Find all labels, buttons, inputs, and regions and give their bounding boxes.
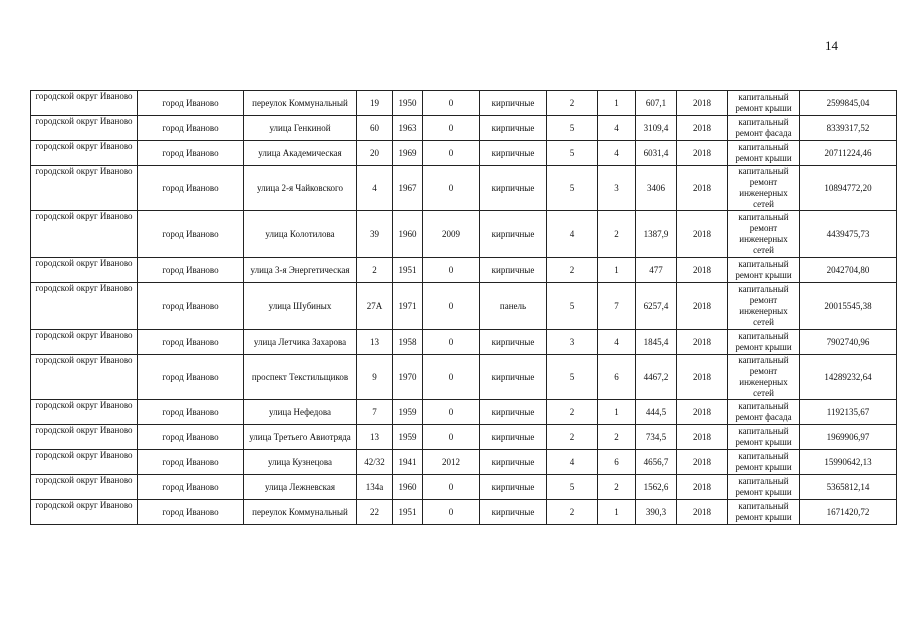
cell-house-number: 13 <box>357 425 393 450</box>
cell-settlement: город Иваново <box>138 475 244 500</box>
table-row <box>31 166 897 211</box>
cell-settlement: город Иваново <box>138 116 244 141</box>
cell-area: 4656,7 <box>636 450 677 475</box>
cell-build-year: 1970 <box>393 355 423 400</box>
cell-settlement: город Иваново <box>138 330 244 355</box>
cell-area: 4467,2 <box>636 355 677 400</box>
page-number: 14 <box>825 38 838 53</box>
cell-build-year: 1960 <box>393 475 423 500</box>
table-row <box>31 400 897 425</box>
cell-area: 477 <box>636 258 677 283</box>
house-registry-table <box>30 90 897 525</box>
cell-overhaul-year: 0 <box>423 283 480 330</box>
cell-house-number: 39 <box>357 211 393 258</box>
cell-overhaul-year: 0 <box>423 330 480 355</box>
cell-street: улица Шубиных <box>244 283 357 330</box>
cell-street: улица Нефедова <box>244 400 357 425</box>
cell-street: улица Летчика Захарова <box>244 330 357 355</box>
cell-house-number: 13 <box>357 330 393 355</box>
cell-build-year: 1969 <box>393 141 423 166</box>
cell-plan-year: 2018 <box>677 425 728 450</box>
cell-municipality: городской округ Иваново <box>31 355 138 400</box>
cell-cost: 2042704,80 <box>800 258 897 283</box>
cell-municipality: городской округ Иваново <box>31 425 138 450</box>
cell-build-year: 1951 <box>393 500 423 525</box>
cell-floors: 2 <box>547 91 598 116</box>
cell-area: 6257,4 <box>636 283 677 330</box>
cell-floors: 5 <box>547 283 598 330</box>
cell-work-type: капитальный ремонт инженерных сетей <box>728 283 800 330</box>
cell-floors: 5 <box>547 355 598 400</box>
cell-wall-material: кирпичные <box>480 258 547 283</box>
table-row <box>31 283 897 330</box>
cell-build-year: 1941 <box>393 450 423 475</box>
cell-entrances: 1 <box>598 91 636 116</box>
table-row <box>31 500 897 525</box>
cell-entrances: 1 <box>598 400 636 425</box>
cell-settlement: город Иваново <box>138 258 244 283</box>
cell-municipality: городской округ Иваново <box>31 166 138 211</box>
cell-work-type: капитальный ремонт крыши <box>728 500 800 525</box>
table-row <box>31 450 897 475</box>
cell-entrances: 2 <box>598 211 636 258</box>
cell-entrances: 1 <box>598 258 636 283</box>
cell-street: улица 2-я Чайковского <box>244 166 357 211</box>
cell-street: переулок Коммунальный <box>244 91 357 116</box>
cell-house-number: 60 <box>357 116 393 141</box>
cell-cost: 8339317,52 <box>800 116 897 141</box>
cell-work-type: капитальный ремонт крыши <box>728 330 800 355</box>
cell-plan-year: 2018 <box>677 166 728 211</box>
cell-street: улица Колотилова <box>244 211 357 258</box>
table-row <box>31 116 897 141</box>
cell-build-year: 1960 <box>393 211 423 258</box>
cell-municipality: городской округ Иваново <box>31 330 138 355</box>
cell-house-number: 2 <box>357 258 393 283</box>
cell-work-type: капитальный ремонт крыши <box>728 141 800 166</box>
cell-plan-year: 2018 <box>677 258 728 283</box>
cell-wall-material: кирпичные <box>480 500 547 525</box>
cell-house-number: 7 <box>357 400 393 425</box>
cell-area: 444,5 <box>636 400 677 425</box>
cell-wall-material: кирпичные <box>480 330 547 355</box>
cell-entrances: 2 <box>598 425 636 450</box>
cell-settlement: город Иваново <box>138 450 244 475</box>
cell-plan-year: 2018 <box>677 91 728 116</box>
cell-floors: 2 <box>547 500 598 525</box>
cell-municipality: городской округ Иваново <box>31 500 138 525</box>
cell-cost: 20015545,38 <box>800 283 897 330</box>
cell-cost: 4439475,73 <box>800 211 897 258</box>
cell-build-year: 1951 <box>393 258 423 283</box>
cell-overhaul-year: 0 <box>423 91 480 116</box>
cell-municipality: городской округ Иваново <box>31 116 138 141</box>
cell-plan-year: 2018 <box>677 500 728 525</box>
cell-wall-material: кирпичные <box>480 475 547 500</box>
cell-street: переулок Коммунальный <box>244 500 357 525</box>
cell-overhaul-year: 0 <box>423 400 480 425</box>
cell-municipality: городской округ Иваново <box>31 400 138 425</box>
cell-cost: 20711224,46 <box>800 141 897 166</box>
cell-floors: 2 <box>547 400 598 425</box>
cell-settlement: город Иваново <box>138 400 244 425</box>
cell-plan-year: 2018 <box>677 355 728 400</box>
cell-overhaul-year: 0 <box>423 166 480 211</box>
cell-street: улица Кузнецова <box>244 450 357 475</box>
cell-work-type: капитальный ремонт крыши <box>728 450 800 475</box>
table-row <box>31 475 897 500</box>
cell-work-type: капитальный ремонт крыши <box>728 425 800 450</box>
cell-overhaul-year: 0 <box>423 475 480 500</box>
cell-plan-year: 2018 <box>677 400 728 425</box>
cell-wall-material: кирпичные <box>480 211 547 258</box>
cell-municipality: городской округ Иваново <box>31 450 138 475</box>
cell-street: улица 3-я Энергетическая <box>244 258 357 283</box>
cell-wall-material: кирпичные <box>480 355 547 400</box>
cell-build-year: 1967 <box>393 166 423 211</box>
cell-settlement: город Иваново <box>138 355 244 400</box>
cell-floors: 5 <box>547 116 598 141</box>
cell-cost: 1969906,97 <box>800 425 897 450</box>
cell-floors: 5 <box>547 141 598 166</box>
cell-house-number: 134а <box>357 475 393 500</box>
cell-entrances: 3 <box>598 166 636 211</box>
cell-floors: 4 <box>547 450 598 475</box>
cell-cost: 1192135,67 <box>800 400 897 425</box>
cell-entrances: 4 <box>598 330 636 355</box>
cell-wall-material: кирпичные <box>480 400 547 425</box>
cell-house-number: 9 <box>357 355 393 400</box>
cell-work-type: капитальный ремонт инженерных сетей <box>728 211 800 258</box>
cell-cost: 5365812,14 <box>800 475 897 500</box>
cell-work-type: капитальный ремонт фасада <box>728 116 800 141</box>
table-body <box>31 91 897 525</box>
cell-area: 3109,4 <box>636 116 677 141</box>
cell-street: проспект Текстильщиков <box>244 355 357 400</box>
cell-build-year: 1959 <box>393 425 423 450</box>
cell-area: 1845,4 <box>636 330 677 355</box>
cell-work-type: капитальный ремонт крыши <box>728 91 800 116</box>
cell-build-year: 1971 <box>393 283 423 330</box>
cell-overhaul-year: 0 <box>423 355 480 400</box>
cell-floors: 3 <box>547 330 598 355</box>
cell-house-number: 22 <box>357 500 393 525</box>
cell-cost: 1671420,72 <box>800 500 897 525</box>
table-row <box>31 211 897 258</box>
cell-area: 607,1 <box>636 91 677 116</box>
table-row <box>31 330 897 355</box>
cell-cost: 10894772,20 <box>800 166 897 211</box>
cell-floors: 2 <box>547 425 598 450</box>
cell-cost: 7902740,96 <box>800 330 897 355</box>
table-row <box>31 141 897 166</box>
cell-entrances: 6 <box>598 450 636 475</box>
cell-overhaul-year: 0 <box>423 258 480 283</box>
cell-house-number: 42/32 <box>357 450 393 475</box>
cell-entrances: 4 <box>598 141 636 166</box>
cell-settlement: город Иваново <box>138 141 244 166</box>
cell-settlement: город Иваново <box>138 425 244 450</box>
cell-area: 3406 <box>636 166 677 211</box>
cell-cost: 2599845,04 <box>800 91 897 116</box>
cell-overhaul-year: 2012 <box>423 450 480 475</box>
cell-municipality: городской округ Иваново <box>31 283 138 330</box>
cell-area: 1562,6 <box>636 475 677 500</box>
cell-house-number: 27А <box>357 283 393 330</box>
cell-settlement: город Иваново <box>138 500 244 525</box>
cell-plan-year: 2018 <box>677 141 728 166</box>
cell-entrances: 1 <box>598 500 636 525</box>
table-row <box>31 425 897 450</box>
table-row <box>31 258 897 283</box>
cell-floors: 5 <box>547 475 598 500</box>
cell-work-type: капитальный ремонт инженерных сетей <box>728 166 800 211</box>
cell-settlement: город Иваново <box>138 166 244 211</box>
cell-street: улица Генкиной <box>244 116 357 141</box>
cell-build-year: 1950 <box>393 91 423 116</box>
table-row <box>31 91 897 116</box>
cell-area: 390,3 <box>636 500 677 525</box>
cell-wall-material: панель <box>480 283 547 330</box>
cell-municipality: городской округ Иваново <box>31 141 138 166</box>
cell-work-type: капитальный ремонт крыши <box>728 475 800 500</box>
cell-area: 6031,4 <box>636 141 677 166</box>
cell-overhaul-year: 0 <box>423 141 480 166</box>
cell-floors: 2 <box>547 258 598 283</box>
cell-house-number: 4 <box>357 166 393 211</box>
cell-cost: 14289232,64 <box>800 355 897 400</box>
cell-municipality: городской округ Иваново <box>31 211 138 258</box>
cell-floors: 4 <box>547 211 598 258</box>
cell-municipality: городской округ Иваново <box>31 475 138 500</box>
cell-house-number: 20 <box>357 141 393 166</box>
cell-plan-year: 2018 <box>677 211 728 258</box>
cell-work-type: капитальный ремонт фасада <box>728 400 800 425</box>
cell-build-year: 1958 <box>393 330 423 355</box>
cell-wall-material: кирпичные <box>480 166 547 211</box>
cell-wall-material: кирпичные <box>480 450 547 475</box>
cell-plan-year: 2018 <box>677 330 728 355</box>
cell-entrances: 2 <box>598 475 636 500</box>
cell-wall-material: кирпичные <box>480 91 547 116</box>
cell-wall-material: кирпичные <box>480 116 547 141</box>
cell-settlement: город Иваново <box>138 91 244 116</box>
cell-area: 1387,9 <box>636 211 677 258</box>
cell-plan-year: 2018 <box>677 283 728 330</box>
cell-wall-material: кирпичные <box>480 141 547 166</box>
cell-overhaul-year: 0 <box>423 425 480 450</box>
cell-wall-material: кирпичные <box>480 425 547 450</box>
cell-street: улица Академическая <box>244 141 357 166</box>
cell-build-year: 1963 <box>393 116 423 141</box>
cell-municipality: городской округ Иваново <box>31 258 138 283</box>
cell-build-year: 1959 <box>393 400 423 425</box>
cell-area: 734,5 <box>636 425 677 450</box>
cell-floors: 5 <box>547 166 598 211</box>
cell-municipality: городской округ Иваново <box>31 91 138 116</box>
cell-overhaul-year: 0 <box>423 500 480 525</box>
cell-entrances: 7 <box>598 283 636 330</box>
cell-work-type: капитальный ремонт инженерных сетей <box>728 355 800 400</box>
cell-house-number: 19 <box>357 91 393 116</box>
cell-overhaul-year: 2009 <box>423 211 480 258</box>
cell-work-type: капитальный ремонт крыши <box>728 258 800 283</box>
cell-overhaul-year: 0 <box>423 116 480 141</box>
cell-plan-year: 2018 <box>677 116 728 141</box>
cell-plan-year: 2018 <box>677 475 728 500</box>
cell-entrances: 4 <box>598 116 636 141</box>
table-row <box>31 355 897 400</box>
cell-cost: 15990642,13 <box>800 450 897 475</box>
cell-entrances: 6 <box>598 355 636 400</box>
cell-settlement: город Иваново <box>138 211 244 258</box>
cell-settlement: город Иваново <box>138 283 244 330</box>
cell-street: улица Третьего Авиотряда <box>244 425 357 450</box>
cell-plan-year: 2018 <box>677 450 728 475</box>
cell-street: улица Лежневская <box>244 475 357 500</box>
